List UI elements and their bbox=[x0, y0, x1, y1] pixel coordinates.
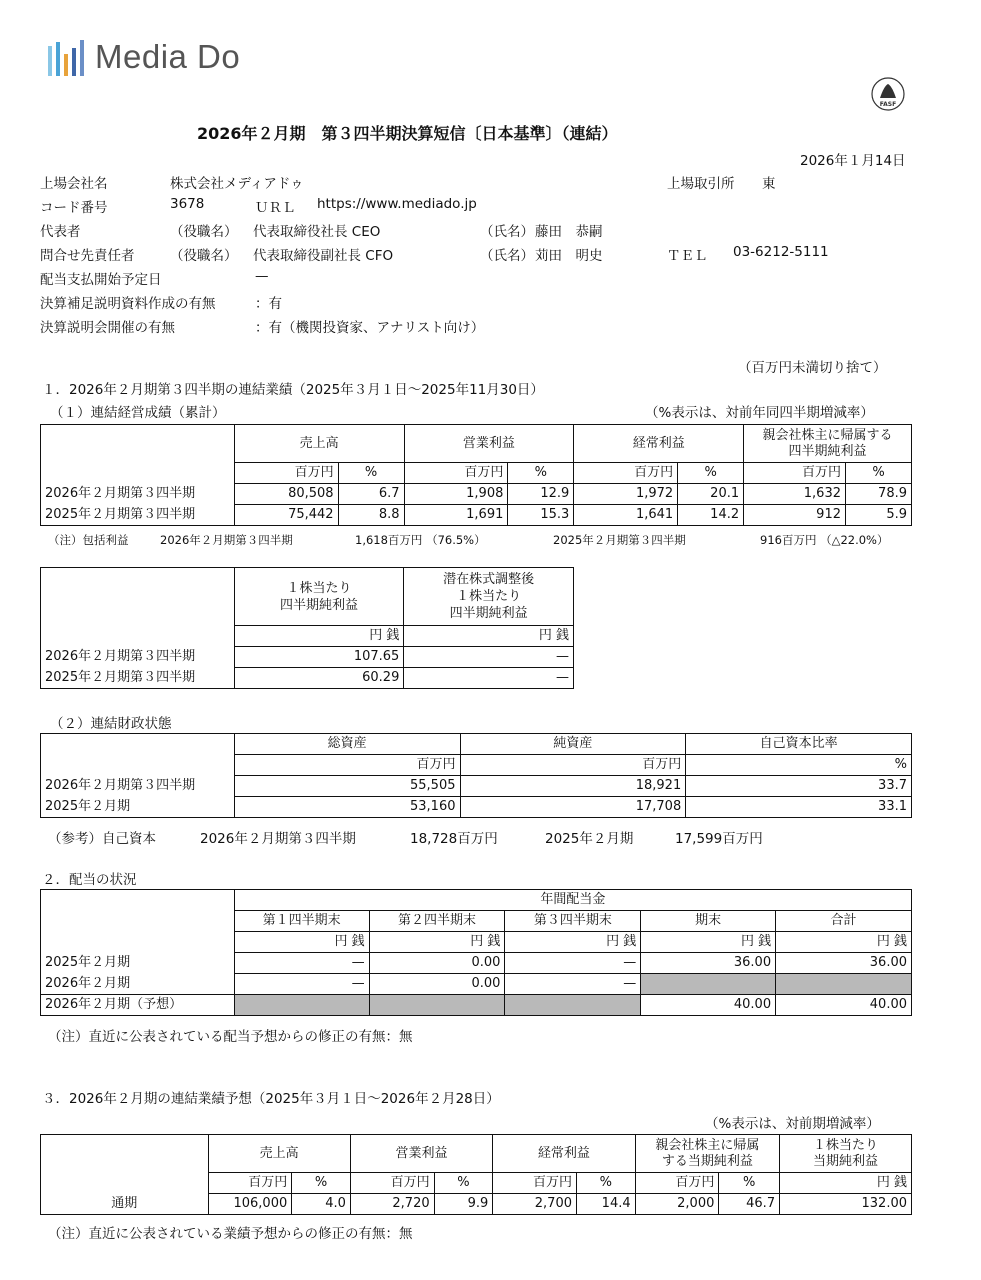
unit-yen: 円 銭 bbox=[234, 626, 404, 647]
unit-m: 百万円 bbox=[404, 463, 508, 484]
unit-pct: % bbox=[434, 1173, 493, 1194]
unit-pct: % bbox=[508, 463, 574, 484]
section1-pct-note: （%表示は、対前年同四半期増減率） bbox=[645, 405, 874, 421]
briefing-label: 決算説明会開催の有無 bbox=[40, 320, 175, 336]
unit-m: 百万円 bbox=[493, 1173, 577, 1194]
comprehensive-income-period1: 2026年２月期第３四半期 bbox=[160, 533, 293, 547]
unit-m: 百万円 bbox=[234, 755, 460, 776]
header-total-assets: 総資産 bbox=[234, 734, 460, 755]
unit-pct: % bbox=[577, 1173, 636, 1194]
table-row bbox=[41, 995, 912, 1016]
section1-sub2: （２）連結財政状態 bbox=[50, 716, 172, 732]
fasf-seal-icon bbox=[870, 76, 906, 112]
row-label: 2026年２月期第３四半期 bbox=[41, 484, 235, 505]
forecast-header-sales: 売上高 bbox=[208, 1135, 350, 1173]
unit-yen: 円 銭 bbox=[776, 932, 912, 953]
header-sales: 売上高 bbox=[234, 425, 404, 463]
row-label: 2025年２月期 bbox=[41, 953, 235, 974]
rep-name: 藤田 恭嗣 bbox=[535, 224, 603, 240]
forecast-eps-line1: １株当たり bbox=[813, 1137, 879, 1153]
cell: 4.0 bbox=[292, 1194, 351, 1215]
unit-yen: 円 銭 bbox=[404, 626, 574, 647]
cell: 5.9 bbox=[846, 505, 912, 526]
forecast-header-net bbox=[635, 1135, 779, 1173]
table-row bbox=[41, 647, 574, 668]
corner-cell bbox=[41, 425, 235, 463]
operating-results-table bbox=[40, 424, 912, 526]
header-net-income bbox=[744, 425, 912, 463]
cell: 2,700 bbox=[493, 1194, 577, 1215]
cell: 6.7 bbox=[338, 484, 404, 505]
annual-dividend-header: 年間配当金 bbox=[234, 890, 911, 911]
cell: 53,160 bbox=[234, 797, 460, 818]
header-net-income-line1: 親会社株主に帰属する bbox=[762, 427, 893, 443]
rep-title-label: （役職名） bbox=[170, 224, 238, 240]
dividend-note: （注）直近に公表されている配当予想からの修正の有無：無 bbox=[48, 1029, 413, 1045]
cell: 36.00 bbox=[641, 953, 776, 974]
eps-header-line1: １株当たり bbox=[286, 580, 352, 596]
page-title: 2026年２月期 第３四半期決算短信〔日本基準〕（連結） bbox=[197, 124, 618, 143]
cell: 9.9 bbox=[434, 1194, 493, 1215]
header-q3: 第３四半期末 bbox=[505, 911, 641, 932]
unit-m: 百万円 bbox=[574, 463, 678, 484]
row-label: 通期 bbox=[41, 1194, 209, 1215]
cell: 46.7 bbox=[719, 1194, 780, 1215]
cell: 14.4 bbox=[577, 1194, 636, 1215]
unit-yen: 円 銭 bbox=[505, 932, 641, 953]
cell: 912 bbox=[744, 505, 846, 526]
contact-title-label: （役職名） bbox=[170, 248, 238, 264]
shaded-cell bbox=[234, 995, 369, 1016]
supplement-value: ：有 bbox=[255, 296, 282, 312]
diluted-eps-line2: １株当たり bbox=[456, 589, 522, 604]
cell: 1,972 bbox=[574, 484, 678, 505]
cell: 1,908 bbox=[404, 484, 508, 505]
cell: 20.1 bbox=[678, 484, 744, 505]
table-row bbox=[41, 776, 912, 797]
cell: 0.00 bbox=[369, 953, 505, 974]
unit-pct: % bbox=[678, 463, 744, 484]
contact-name-label: （氏名） bbox=[480, 248, 534, 264]
cell: 80,508 bbox=[234, 484, 338, 505]
forecast-note: （注）直近に公表されている業績予想からの修正の有無：無 bbox=[48, 1226, 413, 1242]
unit-yen: 円 銭 bbox=[369, 932, 505, 953]
comprehensive-income-label: （注）包括利益 bbox=[48, 533, 129, 547]
contact-name: 苅田 明史 bbox=[535, 248, 603, 264]
cell: — bbox=[234, 974, 369, 995]
cell: — bbox=[404, 668, 574, 689]
diluted-eps-line3: 四半期純利益 bbox=[449, 606, 528, 621]
header-q1: 第１四半期末 bbox=[234, 911, 369, 932]
equity-ref-value1: 18,728百万円 bbox=[410, 831, 498, 847]
cell: — bbox=[505, 974, 641, 995]
briefing-value: ：有（機関投資家、アナリスト向け） bbox=[255, 320, 485, 336]
unit-m: 百万円 bbox=[744, 463, 846, 484]
supplement-label: 決算補足説明資料作成の有無 bbox=[40, 296, 216, 312]
forecast-header-ordinary: 経常利益 bbox=[493, 1135, 635, 1173]
comprehensive-income-value1: 1,618百万円 （76.5%） bbox=[355, 533, 486, 547]
comprehensive-income-value2: 916百万円 （△22.0%） bbox=[760, 533, 889, 547]
row-label: 2026年２月期 bbox=[41, 974, 235, 995]
table-row bbox=[41, 1194, 912, 1215]
unit-pct: % bbox=[719, 1173, 780, 1194]
rep-title: 代表取締役社長 CEO bbox=[253, 224, 381, 240]
row-label: 2025年２月期第３四半期 bbox=[41, 505, 235, 526]
cell: 2,000 bbox=[635, 1194, 719, 1215]
cell: 33.1 bbox=[686, 797, 912, 818]
cell: 40.00 bbox=[776, 995, 912, 1016]
company-name-label: 上場会社名 bbox=[40, 176, 108, 192]
section3-title: ３．2026年２月期の連結業績予想（2025年３月１日～2026年２月28日） bbox=[42, 1091, 500, 1107]
section1-title: １．2026年２月期第３四半期の連結業績（2025年３月１日～2025年11月30日） bbox=[42, 382, 544, 398]
forecast-table bbox=[40, 1134, 912, 1215]
table-row bbox=[41, 797, 912, 818]
unit-m: 百万円 bbox=[234, 463, 338, 484]
eps-header bbox=[234, 568, 404, 626]
cell: — bbox=[505, 953, 641, 974]
unit-pct: % bbox=[846, 463, 912, 484]
shaded-cell bbox=[776, 974, 912, 995]
diluted-eps-line1: 潜在株式調整後 bbox=[443, 572, 535, 587]
cell: 106,000 bbox=[208, 1194, 292, 1215]
code-value: 3678 bbox=[170, 196, 205, 212]
cell: 60.29 bbox=[234, 668, 404, 689]
unit-pct: % bbox=[338, 463, 404, 484]
table-row bbox=[41, 953, 912, 974]
row-label: 2026年２月期（予想） bbox=[41, 995, 235, 1016]
equity-ref-label: （参考）自己資本 bbox=[48, 831, 156, 847]
contact-label: 問合せ先責任者 bbox=[40, 248, 135, 264]
cell: 78.9 bbox=[846, 484, 912, 505]
unit-pct: % bbox=[292, 1173, 351, 1194]
rep-name-label: （氏名） bbox=[480, 224, 534, 240]
section1-sub1: （１）連結経営成績（累計） bbox=[50, 405, 226, 421]
header-year-end: 期末 bbox=[641, 911, 776, 932]
unit-yen: 円 銭 bbox=[780, 1173, 912, 1194]
unit-m: 百万円 bbox=[208, 1173, 292, 1194]
cell: 15.3 bbox=[508, 505, 574, 526]
tel-label: ＴＥＬ bbox=[667, 248, 708, 264]
unit-yen: 円 銭 bbox=[641, 932, 776, 953]
report-date: 2026年１月14日 bbox=[800, 153, 906, 169]
unit-m: 百万円 bbox=[635, 1173, 719, 1194]
header-total: 合計 bbox=[776, 911, 912, 932]
unit-pct: % bbox=[686, 755, 912, 776]
cell: 8.8 bbox=[338, 505, 404, 526]
comprehensive-income-period2: 2025年２月期第３四半期 bbox=[553, 533, 686, 547]
company-name: 株式会社メディアドゥ bbox=[170, 176, 304, 192]
cell: 1,691 bbox=[404, 505, 508, 526]
forecast-eps-line2: 当期純利益 bbox=[813, 1153, 879, 1169]
unit-m: 百万円 bbox=[460, 755, 686, 776]
cell: 55,505 bbox=[234, 776, 460, 797]
eps-header-line2: 四半期純利益 bbox=[279, 597, 358, 613]
forecast-net-line2: する当期純利益 bbox=[661, 1153, 753, 1169]
code-label: コード番号 bbox=[40, 200, 108, 216]
url-link[interactable]: https://www.mediado.jp bbox=[317, 196, 477, 212]
header-net-income-line2: 四半期純利益 bbox=[788, 443, 867, 459]
header-equity-ratio: 自己資本比率 bbox=[686, 734, 912, 755]
dividend-date-value: — bbox=[255, 268, 269, 284]
forecast-net-line1: 親会社株主に帰属 bbox=[655, 1137, 760, 1153]
exchange-label: 上場取引所 bbox=[667, 176, 735, 192]
cell: 14.2 bbox=[678, 505, 744, 526]
equity-ref-period2: 2025年２月期 bbox=[545, 831, 634, 847]
cell: 0.00 bbox=[369, 974, 505, 995]
row-label: 2026年２月期第３四半期 bbox=[41, 776, 235, 797]
table-row bbox=[41, 668, 574, 689]
header-q2: 第２四半期末 bbox=[369, 911, 505, 932]
media-do-logo-icon bbox=[47, 40, 85, 78]
unit-m: 百万円 bbox=[350, 1173, 434, 1194]
cell: 12.9 bbox=[508, 484, 574, 505]
exchange-value: 東 bbox=[762, 176, 776, 192]
header-net-assets: 純資産 bbox=[460, 734, 686, 755]
row-label: 2026年２月期第３四半期 bbox=[41, 647, 235, 668]
cell: 132.00 bbox=[780, 1194, 912, 1215]
forecast-header-eps bbox=[780, 1135, 912, 1173]
cell: — bbox=[404, 647, 574, 668]
cell: 17,708 bbox=[460, 797, 686, 818]
forecast-header-operating: 営業利益 bbox=[350, 1135, 492, 1173]
equity-ref-value2: 17,599百万円 bbox=[675, 831, 763, 847]
financial-position-table bbox=[40, 733, 912, 818]
cell: 1,632 bbox=[744, 484, 846, 505]
brand-name: Media Do bbox=[95, 38, 241, 75]
cell: 1,641 bbox=[574, 505, 678, 526]
svg-text:FASF: FASF bbox=[879, 101, 897, 108]
equity-ref-period1: 2026年２月期第３四半期 bbox=[200, 831, 356, 847]
dividend-date-label: 配当支払開始予定日 bbox=[40, 272, 162, 288]
eps-table bbox=[40, 567, 574, 689]
dividend-table bbox=[40, 889, 912, 1016]
contact-title: 代表取締役副社長 CFO bbox=[253, 248, 394, 264]
url-label: ＵＲＬ bbox=[255, 200, 296, 216]
table-row bbox=[41, 484, 912, 505]
shaded-cell bbox=[369, 995, 505, 1016]
rep-label: 代表者 bbox=[40, 224, 81, 240]
header-ordinary-income: 経常利益 bbox=[574, 425, 744, 463]
section3-pct-note: （%表示は、対前期増減率） bbox=[705, 1116, 880, 1132]
row-label: 2025年２月期 bbox=[41, 797, 235, 818]
cell: 18,921 bbox=[460, 776, 686, 797]
tel-value: 03-6212-5111 bbox=[733, 244, 829, 260]
cell: 107.65 bbox=[234, 647, 404, 668]
row-label: 2025年２月期第３四半期 bbox=[41, 668, 235, 689]
cell: — bbox=[234, 953, 369, 974]
table-row bbox=[41, 974, 912, 995]
shaded-cell bbox=[505, 995, 641, 1016]
cell: 2,720 bbox=[350, 1194, 434, 1215]
cell: 75,442 bbox=[234, 505, 338, 526]
cell: 40.00 bbox=[641, 995, 776, 1016]
shaded-cell bbox=[641, 974, 776, 995]
section2-title: ２．配当の状況 bbox=[42, 872, 137, 888]
diluted-eps-header bbox=[404, 568, 574, 626]
table-row bbox=[41, 505, 912, 526]
unit-note: （百万円未満切り捨て） bbox=[738, 360, 887, 376]
unit-yen: 円 銭 bbox=[234, 932, 369, 953]
cell: 36.00 bbox=[776, 953, 912, 974]
header-operating-income: 営業利益 bbox=[404, 425, 574, 463]
cell: 33.7 bbox=[686, 776, 912, 797]
